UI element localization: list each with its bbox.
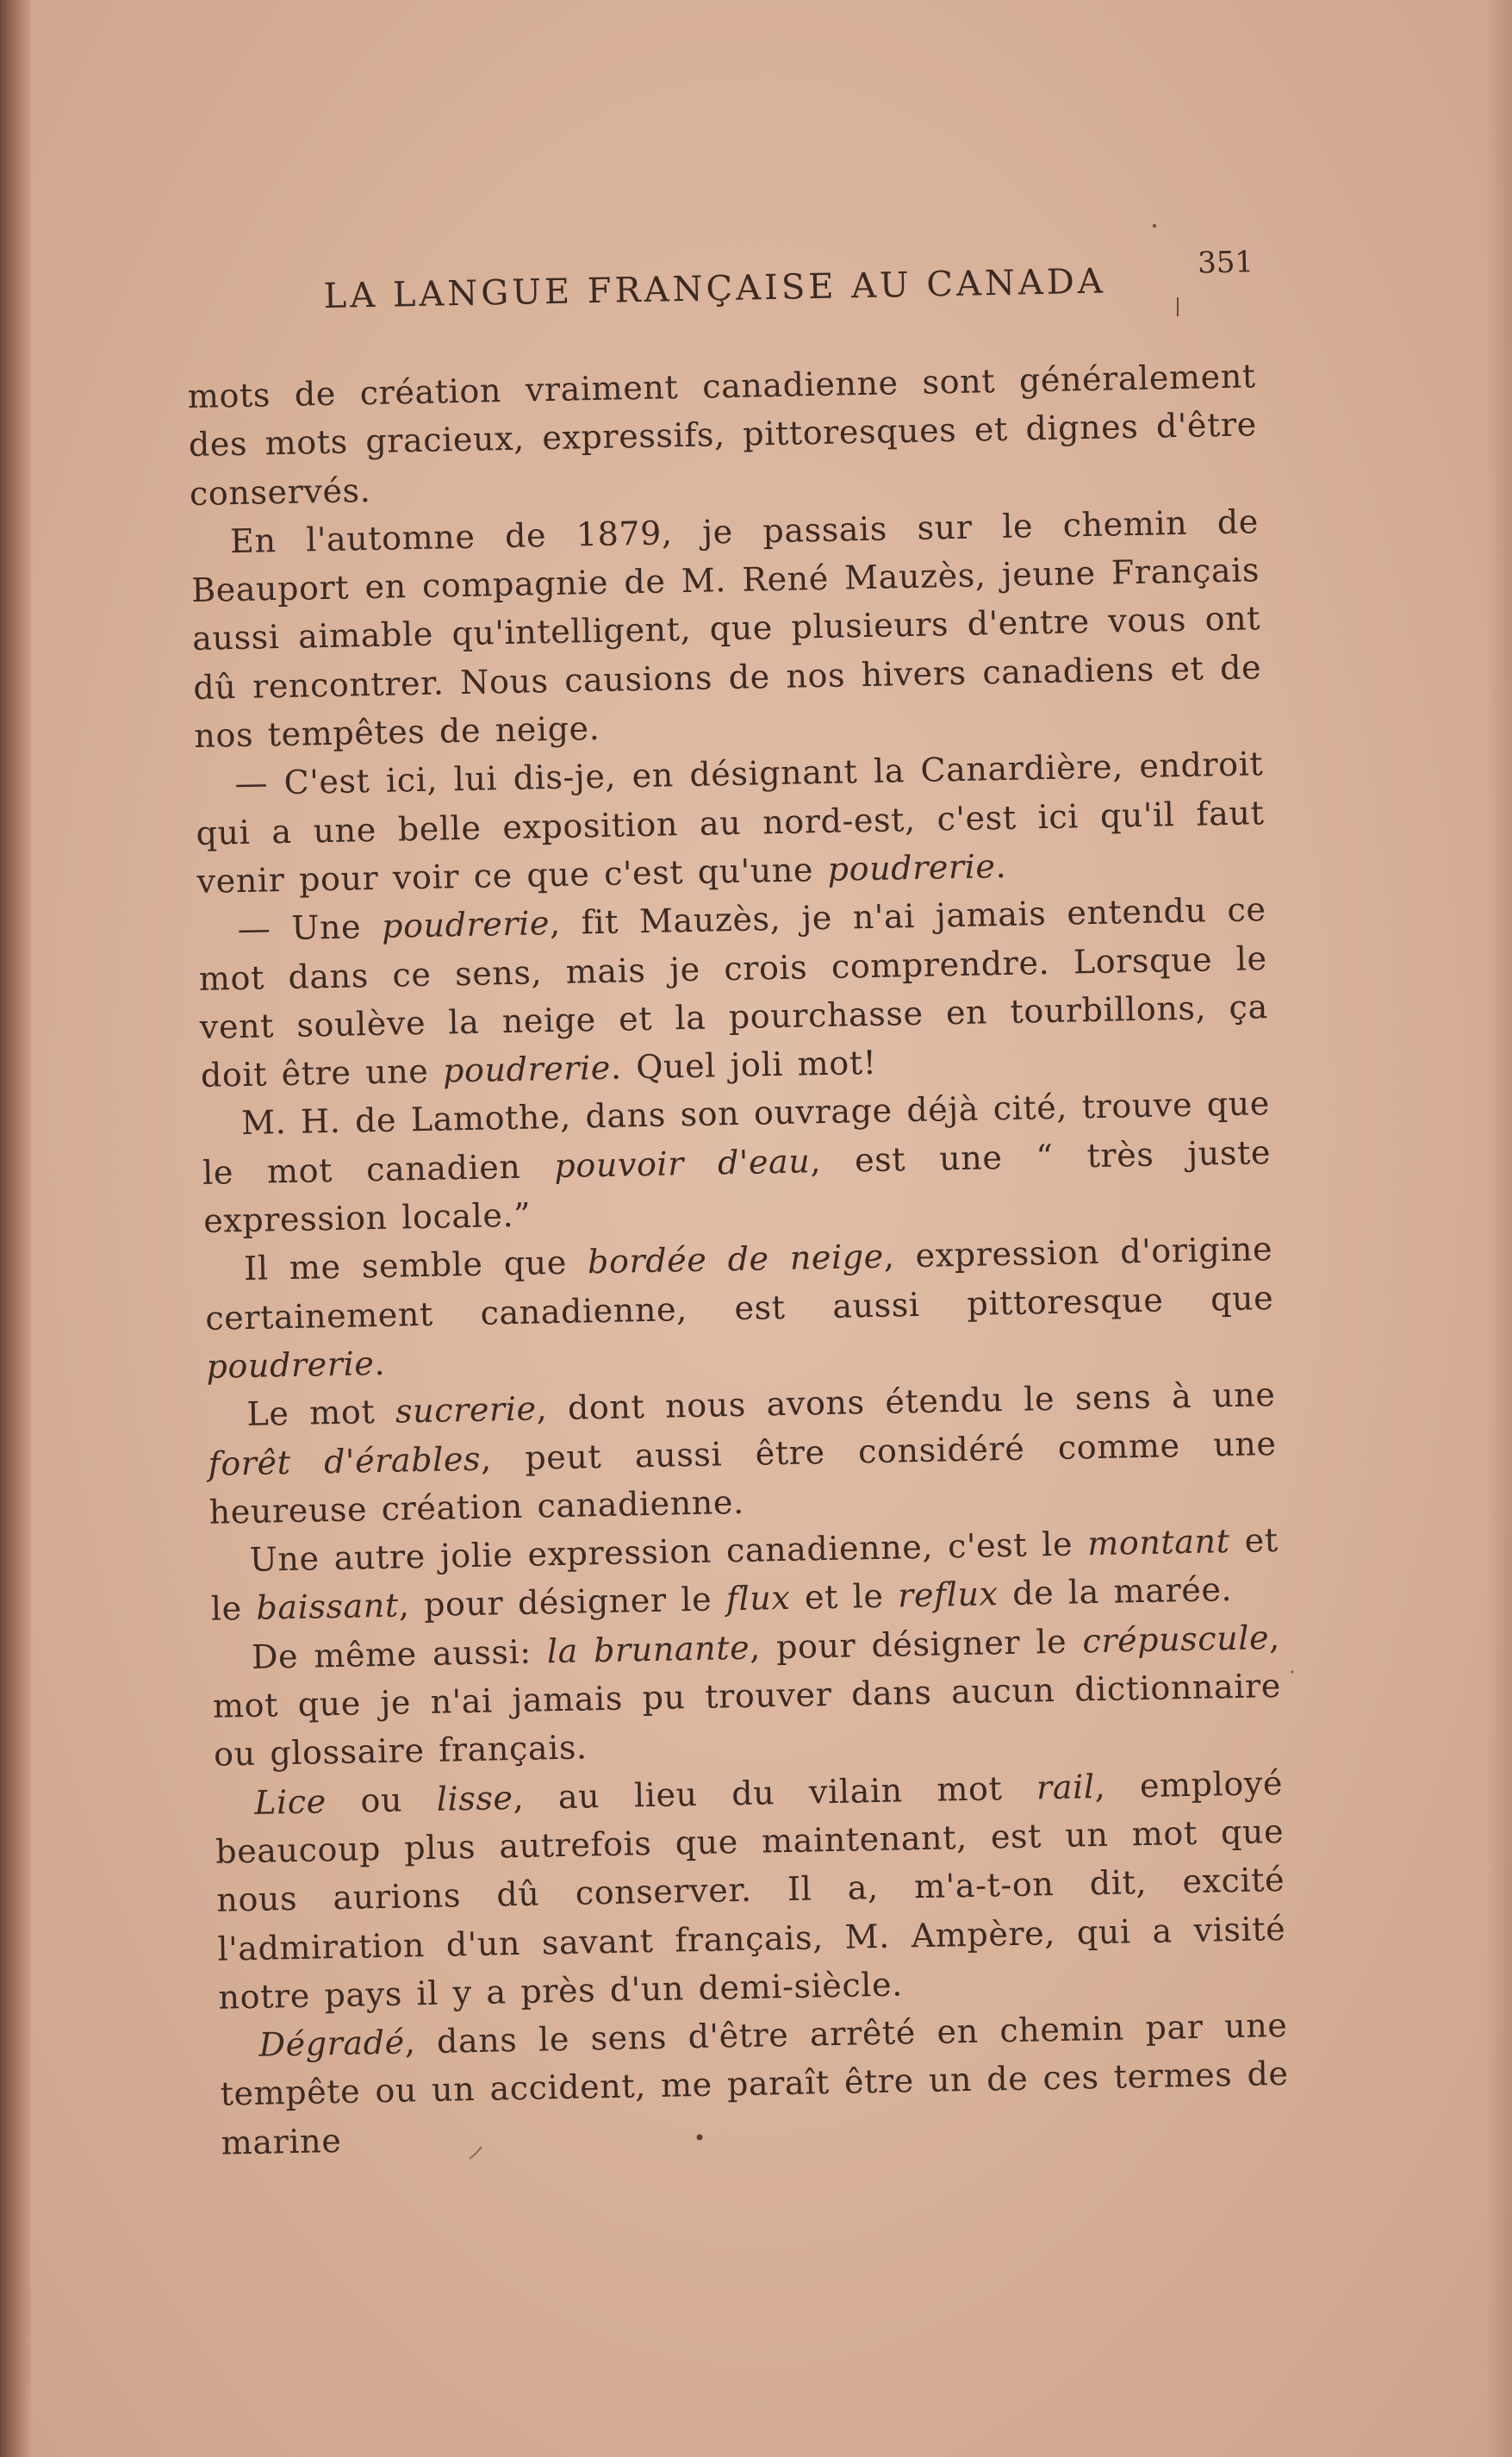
- paragraph: [211, 1613, 1282, 1780]
- text-run: , pour désigner le: [398, 1580, 727, 1625]
- text-run: .: [995, 846, 1007, 886]
- paragraph: [215, 1759, 1287, 2022]
- italic-term: la brunante: [546, 1628, 750, 1671]
- italic-term: poudrerie: [381, 904, 551, 946]
- paragraph: [195, 740, 1266, 907]
- italic-term: flux: [725, 1579, 791, 1618]
- text-run: , expression d'origine certainement canadienne, est aussi pittoresque que: [204, 1230, 1274, 1338]
- text-run: , est une “ très juste expression locale.”: [202, 1132, 1272, 1240]
- paragraph: [187, 352, 1258, 518]
- italic-term: reflux: [897, 1575, 999, 1615]
- page-number: 351: [1197, 245, 1254, 281]
- italic-term: poudrerie: [206, 1344, 375, 1386]
- italic-term: lisse: [436, 1778, 513, 1818]
- text-run: , pour désigner le: [749, 1622, 1083, 1667]
- italic-term: rail: [1036, 1767, 1095, 1807]
- paragraph: [202, 1080, 1272, 1246]
- text-run: mots de création vraiment canadienne sont généralement des mots gracieux, expressifs, pittoresques et dignes d'être conservés.: [187, 357, 1258, 513]
- text-run: En l'automne de 1879, je passais sur le chemin de Beauport en compagnie de M. René Mauzès, jeune Français aussi aimable qu'intelligent, que plusieurs d'entre vous ont dû rencontrer. Nous causions de nos hivers canadiens et de nos tempêtes de neige.: [190, 502, 1262, 756]
- text-run: — Une: [237, 907, 383, 949]
- italic-term: Dégradé: [258, 2023, 406, 2064]
- text-run: et le: [210, 1521, 1279, 1629]
- paragraph: [207, 1370, 1278, 1537]
- text-run: , fit Mauzès, je n'ai jamais entendu ce mot dans ce sens, mais je crois comprendre. Lorsque le vent soulève la neige et la pourchasse en tourbillons, ça doit être une: [198, 890, 1269, 1095]
- text-run: , dans le sens d'être arrêté en chemin par une tempête ou un accident, me paraît être un de ces termes de marine: [220, 2005, 1289, 2162]
- paragraph: [190, 497, 1263, 760]
- text-run: , mot que je n'ai jamais pu trouver dans aucun dictionnaire ou glossaire français.: [212, 1618, 1282, 1774]
- italic-term: Lice: [253, 1781, 327, 1822]
- paragraph: [204, 1225, 1275, 1391]
- italic-term: poudrerie: [827, 847, 996, 889]
- italic-term: bordée de neige: [587, 1238, 885, 1282]
- ink-speck: [1291, 1671, 1294, 1674]
- italic-term: poudrerie: [442, 1048, 612, 1090]
- body-text: [187, 352, 1290, 2167]
- text-run: — C'est ici, lui dis-je, en désignant la Canardière, endroit qui a une belle exposition au nord-est, c'est ici qu'il faut venir pour voir ce que c'est qu'une: [196, 745, 1265, 901]
- text-run: , peut aussi être considéré comme une heureuse création canadienne.: [208, 1424, 1277, 1531]
- text-run: De même aussi:: [251, 1632, 548, 1676]
- paragraph: [197, 885, 1269, 1100]
- page-content: [185, 240, 1290, 2167]
- text-run: , employé beaucoup plus autrefois que maintenant, est un mot que nous aurions dû conserver. Il a, m'a-t-on dit, excité l'admiration d'un savant français, M. Ampère, qui a visité notre pays il y a près d'un demi-siècle.: [215, 1763, 1286, 2017]
- italic-term: sucrerie: [395, 1389, 537, 1431]
- paragraph: [219, 2001, 1290, 2167]
- italic-term: montant: [1086, 1522, 1230, 1563]
- text-run: , au lieu du vilain mot: [513, 1768, 1037, 1817]
- text-run: de la marée.: [998, 1570, 1233, 1613]
- italic-term: pouvoir d'eau: [553, 1142, 811, 1185]
- text-run: Une autre jolie expression canadienne, c'est le: [249, 1525, 1088, 1580]
- running-title: LA LANGUE FRANÇAISE AU CANADA: [323, 261, 1107, 316]
- text-run: Le mot: [246, 1392, 396, 1434]
- text-run: .: [373, 1344, 386, 1383]
- text-run: M. H. de Lamothe, dans son ouvrage déjà cité, trouve que le mot canadien: [202, 1084, 1271, 1192]
- ink-speck: [1153, 224, 1156, 228]
- text-run: . Quel joli mot!: [610, 1043, 877, 1087]
- text-run: , dont nous avons étendu le sens à une: [536, 1375, 1276, 1428]
- text-run: et le: [789, 1576, 899, 1618]
- text-run: Il me semble que: [243, 1243, 588, 1288]
- italic-term: crépuscule: [1082, 1618, 1270, 1661]
- italic-term: forêt d'érables: [208, 1439, 482, 1483]
- text-run: ou: [326, 1780, 438, 1820]
- italic-term: baissant: [255, 1587, 400, 1628]
